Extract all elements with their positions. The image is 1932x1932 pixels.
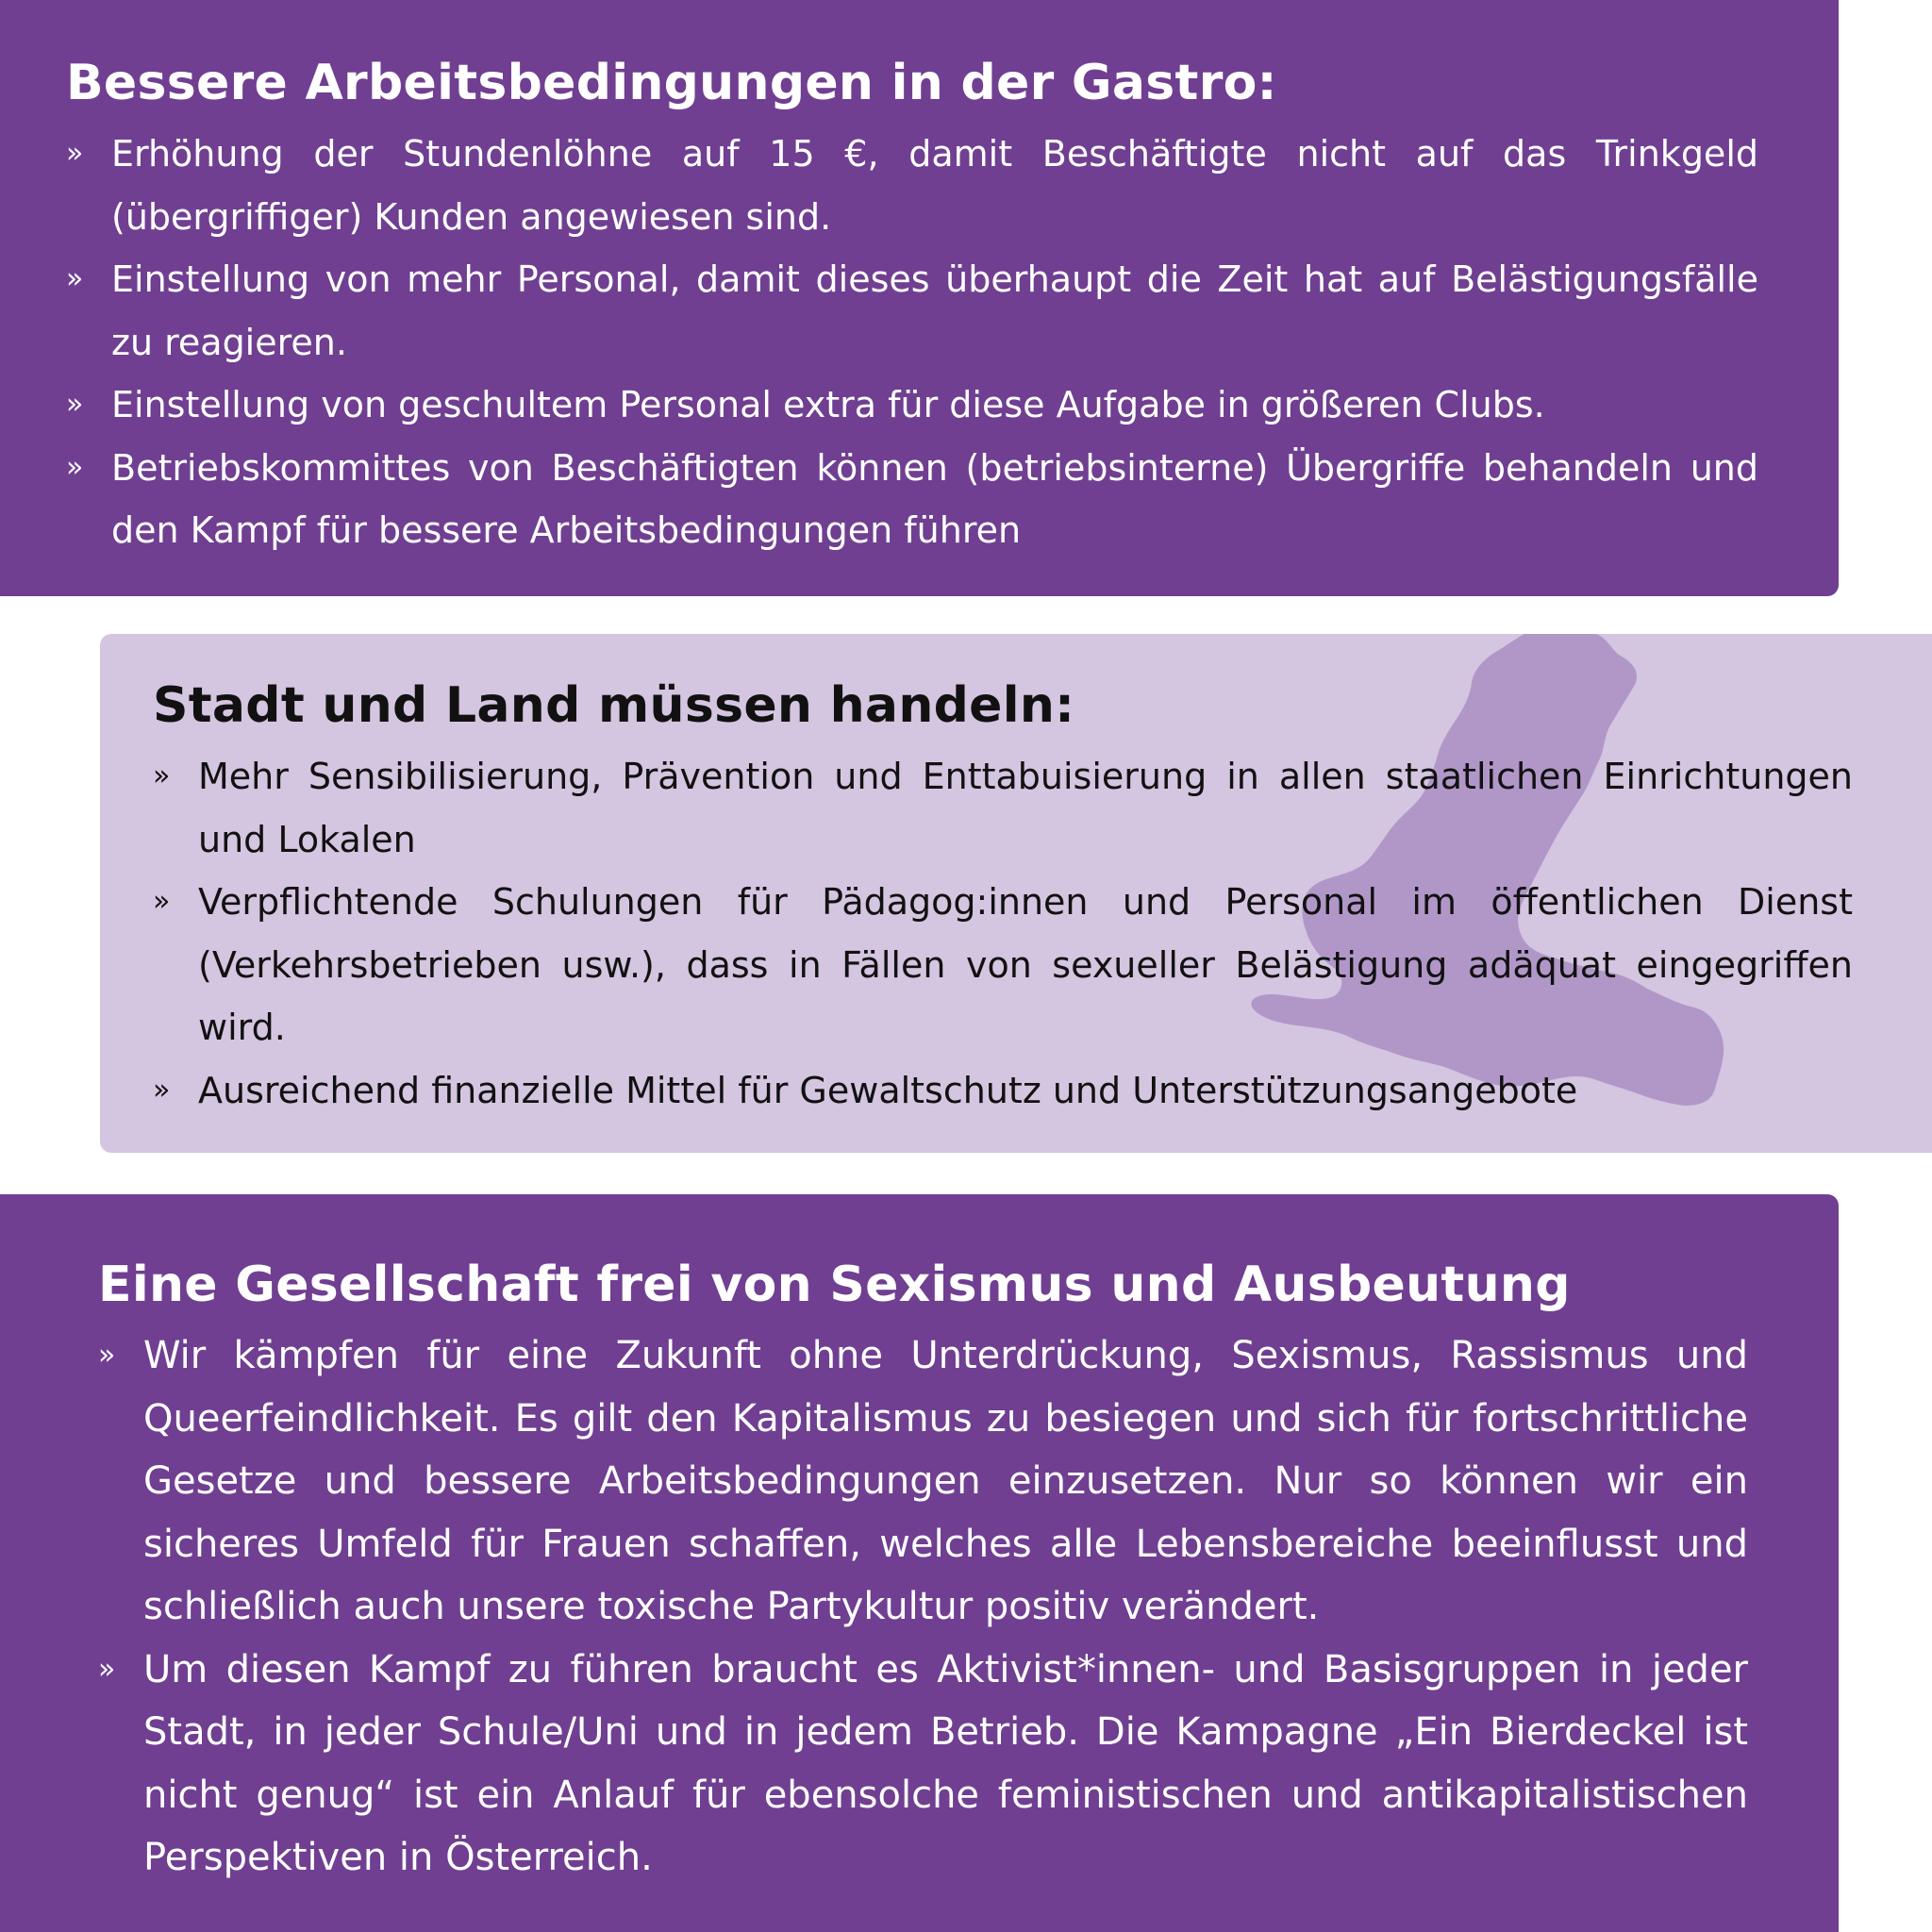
list-item: » Mehr Sensibilisierung, Prävention und Enttabuisierung in allen staatlichen Einrichtungen und Lokalen: [153, 745, 1853, 871]
section-gastro: [0, 0, 1839, 596]
section-title-stadt-land: Stadt und Land müssen handeln:: [153, 677, 1075, 734]
bullet-icon: »: [66, 137, 84, 170]
list-item: » Erhöhung der Stundenlöhne auf 15 €, damit Beschäftigte nicht auf das Trinkgeld (übergriffiger) Kunden angewiesen sind.: [66, 123, 1758, 248]
list-item: » Ausreichend finanzielle Mittel für Gewaltschutz und Unterstützungsangebote: [153, 1059, 1853, 1123]
section-gesellschaft: [0, 1194, 1839, 1932]
bullet-list-stadt-land: [153, 745, 1853, 1122]
list-item: » Verpflichtende Schulungen für Pädagog:innen und Personal im öffentlichen Dienst (Verkehrsbetrieben usw.), dass in Fällen von sexueller Belästigung adäquat eingegriffen wird.: [153, 871, 1853, 1059]
bullet-icon: »: [98, 1339, 116, 1372]
section-title-gastro: Bessere Arbeitsbedingungen in der Gastro:: [66, 55, 1277, 111]
section-title-gesellschaft: Eine Gesellschaft frei von Sexismus und Ausbeutung: [98, 1257, 1571, 1313]
bullet-icon: »: [66, 450, 84, 484]
bullet-list-gastro: [66, 123, 1758, 562]
list-item: » Einstellung von geschultem Personal extra für diese Aufgabe in größeren Clubs.: [66, 374, 1758, 437]
bullet-icon: »: [66, 262, 84, 295]
bullet-icon: »: [153, 885, 171, 918]
list-item: » Um diesen Kampf zu führen braucht es Aktivist*innen- und Basisgruppen in jeder Stadt, in jeder Schule/Uni und in jedem Betrieb. Die Kampagne „Ein Bierdeckel ist nicht genug“ ist ein Anlauf für ebensolche feministischen und antikapitalistischen Perspektiven in Österreich.: [98, 1639, 1748, 1890]
bullet-icon: »: [153, 759, 171, 792]
list-item: » Einstellung von mehr Personal, damit dieses überhaupt die Zeit hat auf Belästigungsfälle zu reagieren.: [66, 248, 1758, 374]
list-item: » Betriebskommittes von Beschäftigten können (betriebsinterne) Übergriffe behandeln und den Kampf für bessere Arbeitsbedingungen führen: [66, 437, 1758, 562]
section-stadt-land: [100, 634, 1932, 1153]
bullet-icon: »: [153, 1073, 171, 1107]
bullet-list-gesellschaft: [98, 1324, 1748, 1890]
list-item: » Wir kämpfen für eine Zukunft ohne Unterdrückung, Sexismus, Rassismus und Queerfeindlichkeit. Es gilt den Kapitalismus zu besiegen und sich für fortschrittliche Gesetze und bessere Arbeitsbedingungen einzusetzen. Nur so können wir ein sicheres Umfeld für Frauen schaffen, welches alle Lebensbereiche beeinflusst und schließlich auch unsere toxische Partykultur positiv verändert.: [98, 1324, 1748, 1639]
bullet-icon: »: [98, 1652, 116, 1686]
bullet-icon: »: [66, 388, 84, 421]
